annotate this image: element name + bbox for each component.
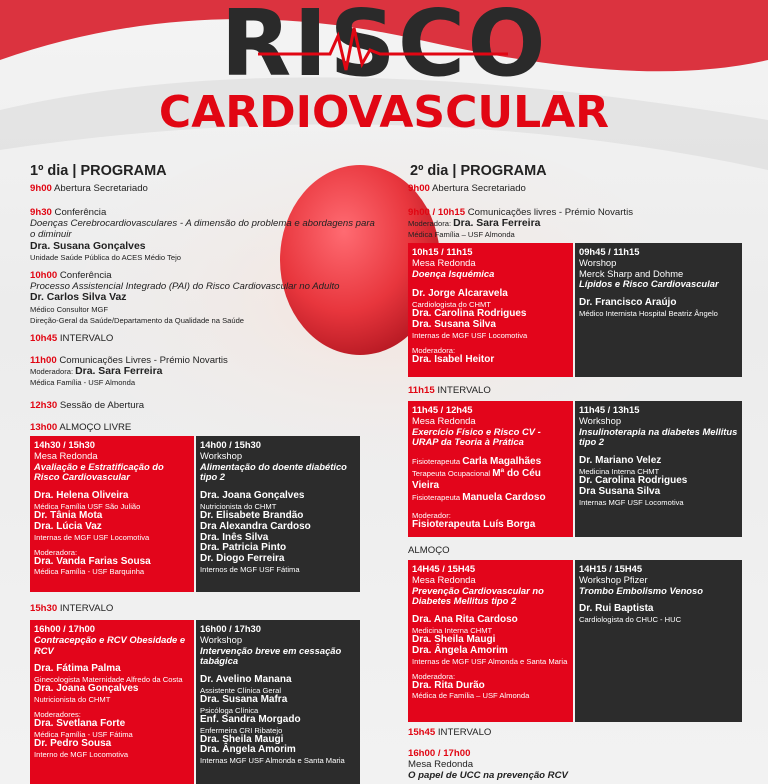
day2-item-intervalo-2: 15h45 INTERVALO bbox=[408, 727, 492, 738]
day1-box-mesa-redonda: 14h30 / 15h30 Mesa Redonda Avaliação e Estratificação do Risco Cardiovascular Dra. Helena Oliveira Médica Família USF São Julião Dr. Tânia Mota Dra. Lúcia Vaz Internas de MGF USF Locomotiva Moderadora: Dra. Vanda Farias Sousa Médica Família - USF Barquinha bbox=[30, 436, 194, 592]
day2-box-trombo: 14H15 / 15H45 Workshop Pfizer Trombo Embolismo Venoso Dr. Rui Baptista Cardiologista do CHUC - HUC bbox=[575, 560, 742, 722]
title-cardiovascular: CARDIOVASCULAR bbox=[158, 87, 610, 138]
day1-item-7: 15h30 INTERVALO bbox=[30, 603, 114, 614]
day2-box-prevencao: 14H45 / 15H45 Mesa Redonda Prevenção Cardiovascular no Diabetes Mellitus tipo 2 Dra. Ana Rita Cardoso Medicina Interna CHMT Dra. Sheila Maugi Dra. Ângela Amorim Internas de MGF USF Almonda e Santa Maria Moderadora: Dra. Rita Durão Médica de Família – USF Almonda bbox=[408, 560, 573, 722]
day2-title: 2º dia | PROGRAMA bbox=[410, 163, 547, 179]
day2-item-ucc: 16h00 / 17h00 Mesa Redonda O papel de UCC na prevenção RCV bbox=[408, 748, 568, 782]
day1-title: 1º dia | PROGRAMA bbox=[30, 163, 167, 179]
day1-item-5: 12h30 Sessão de Abertura bbox=[30, 400, 145, 411]
day1-item-2: 10h00 Conferência Processo Assistencial Integrado (PAI) do Risco Cardiovascular no Adulto Dr. Carlos Silva Vaz Médico Consultor MGF Direção-Geral da Saúde/Departamento da Qualidade na Saúde bbox=[30, 270, 340, 325]
day1-item-6: 13h00 ALMOÇO LIVRE bbox=[30, 422, 132, 433]
day2-box-lipidos: 09h45 / 11h15 Worshop Merck Sharp and Dohme Lípidos e Risco Cardiovascular Dr. Francisco Araújo Médico Internista Hospital Beatriz Ângelo bbox=[575, 243, 742, 377]
day1-box-workshop: 14h00 / 15h30 Workshop Alimentação do doente diabético tipo 2 Dra. Joana Gonçalves Nutricionista do CHMT Dr. Elisabete Brandão Dra Alexandra Cardoso Dra. Inês Silva Dra. Patricia Pinto Dr. Diogo Ferreira Internos de MGF USF Fátima bbox=[196, 436, 360, 592]
day2-item-intervalo-1: 11h15 INTERVALO bbox=[408, 385, 491, 396]
day2-item-comunicacoes: 9h00 / 10h15 Comunicações livres - Prémio Novartis Moderadora: Dra. Sara Ferreira Médica Família – USF Almonda bbox=[408, 207, 634, 240]
ecg-line-icon bbox=[258, 20, 508, 80]
day1-box-tabagismo: 16h00 / 17h30 Workshop Intervenção breve em cessação tabágica Dr. Avelino Manana Assistente Clínica Geral Dra. Susana Mafra Psicóloga Clínica Enf. Sandra Morgado Enfermeira CRI Ribatejo Dra. Sheila Maugi Dra. Ângela Amorim Internas MGF USF Almonda e Santa Maria bbox=[196, 620, 360, 784]
day1-item-3: 10h45 INTERVALO bbox=[30, 333, 114, 344]
title-risco: RISCO bbox=[220, 0, 548, 97]
day1-box-contracepcao: 16h00 / 17h00 Contracepção e RCV Obesidade e RCV Dra. Fátima Palma Ginecologista Maternidade Alfredo da Costa Dra. Joana Gonçalves Nutricionista do CHMT Moderadores: Dra. Svetlana Forte Médica Família - USF Fátima Dr. Pedro Sousa Interno de MGF Locomotiva bbox=[30, 620, 194, 784]
day1-item-0: 9h00 Abertura Secretariado bbox=[30, 183, 148, 194]
day2-box-doenca-isquemica: 10h15 / 11h15 Mesa Redonda Doença Isquémica Dr. Jorge Alcaravela Cardiologista do CHMT Dra. Carolina Rodrigues Dra. Susana Silva Internas de MGF USF Locomotiva Moderadora: Dra. Isabel Heitor bbox=[408, 243, 573, 377]
day2-item-almoco: ALMOÇO bbox=[408, 545, 450, 556]
day1-item-1: 9h30 Conferência Doenças Cerebrocardiovasculares - A dimensão do problema e abordagens para o diminuir Dra. Susana Gonçalves Unidade Saúde Pública do ACES Médio Tejo bbox=[30, 207, 375, 262]
day2-box-exercicio: 11h45 / 12h45 Mesa Redonda Exercício Físico e Risco CV - URAP da Teoria à Prática Fisioterapeuta Carla Magalhães Terapeuta Ocupacional Mª do Céu Vieira Fisioterapeuta Manuela Cardoso Moderador: Fisioterapeuta Luís Borga bbox=[408, 401, 573, 537]
day1-item-4: 11h00 Comunicações Livres - Prémio Novartis Moderadora: Dra. Sara Ferreira Médica Família - USF Almonda bbox=[30, 355, 228, 388]
day2-item-abertura: 9h00 Abertura Secretariado bbox=[408, 183, 526, 194]
day2-box-insulinoterapia: 11h45 / 13h15 Workshop Insulinoterapia na diabetes Mellitus tipo 2 Dr. Mariano Velez Medicina Interna CHMT Dr. Carolina Rodrigues Dra Susana Silva Internas MGF USF Locomotiva bbox=[575, 401, 742, 537]
